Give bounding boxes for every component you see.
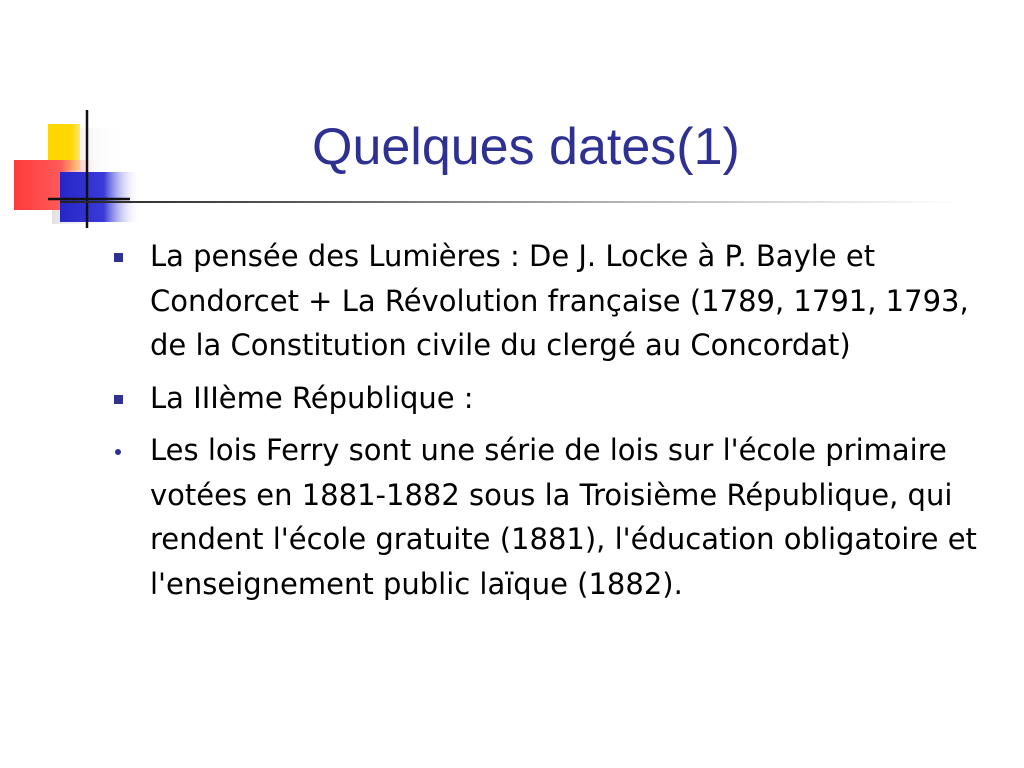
bullet-text: Les lois Ferry sont une série de lois sur l'école primaire votées en 1881-1882 sous la Troisième République, qui rendent l'école gratuite (1881), l'éducation obligatoire et l'enseignement public laïque (1882).	[150, 433, 977, 601]
bullet-list	[150, 234, 1010, 614]
dot-bullet-icon	[115, 449, 121, 455]
bullet-item-lumieres	[150, 234, 1010, 368]
blue-square	[60, 172, 140, 222]
slide-title: Quelques dates(1)	[312, 118, 740, 176]
colored-squares-decoration-icon	[0, 0, 150, 240]
bullet-text: La pensée des Lumières : De J. Locke à P. Bayle et Condorcet + La Révolution française (1789, 1791, 1793, de la Constitution civile du clergé au Concordat)	[150, 239, 969, 362]
bullet-item-lois-ferry	[150, 428, 1010, 606]
title-divider	[60, 201, 960, 203]
bullet-text: La IIIème République :	[150, 380, 474, 415]
square-bullet-icon	[114, 253, 123, 262]
square-bullet-icon	[114, 395, 123, 404]
bullet-item-republique	[150, 376, 1010, 421]
